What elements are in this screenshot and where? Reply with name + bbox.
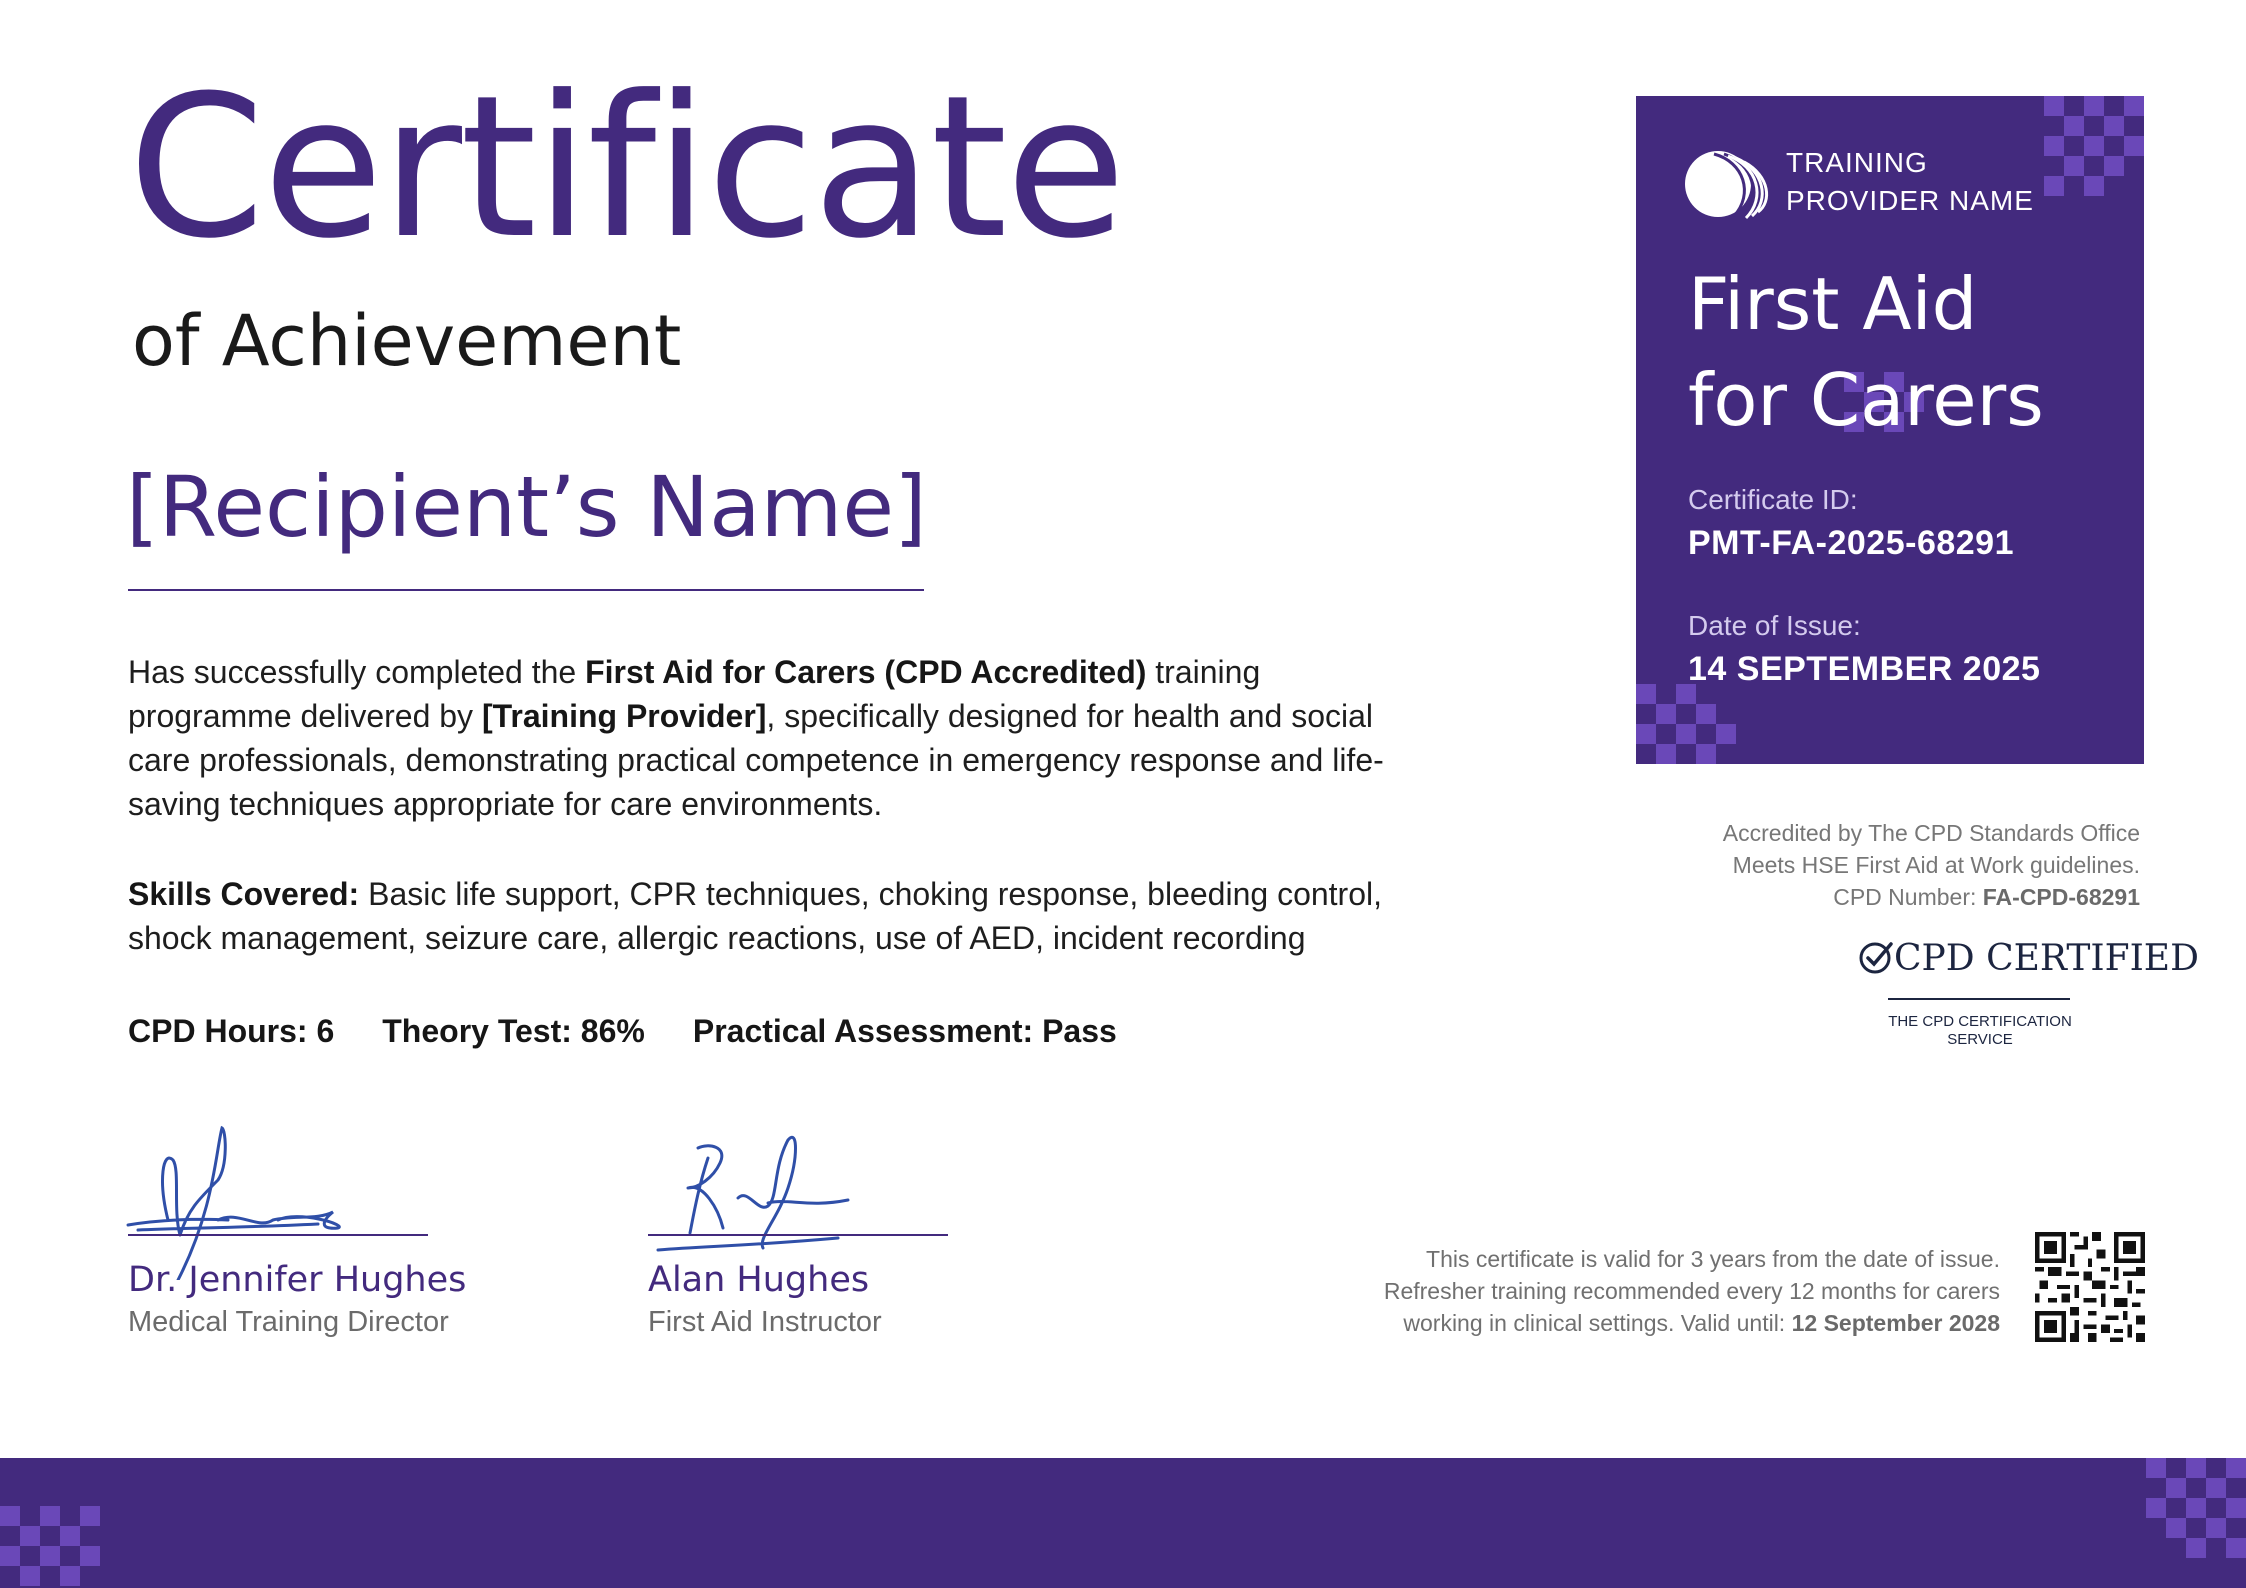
certificate-title: Certificate <box>128 54 1125 282</box>
check-circle-icon <box>1858 939 1894 984</box>
provider-placeholder: [Training Provider] <box>481 698 767 734</box>
course-name: First Aid for Carers (CPD Accredited) <box>585 654 1147 690</box>
cpd-logo-subtitle: THE CPD CERTIFICATION SERVICE <box>1888 1013 2072 1048</box>
signatory-1-name: Dr. Jennifer Hughes <box>128 1260 467 1300</box>
cpd-certified-logo: CPD CERTIFIED <box>1858 938 2199 984</box>
cpd-number: CPD Number: FA-CPD-68291 <box>1833 884 2140 910</box>
course-info-panel <box>1636 96 2144 764</box>
issue-date: 14 SEPTEMBER 2025 <box>1688 650 2041 688</box>
course-title: First Aid for Carers <box>1688 262 2044 442</box>
provider-name: TRAINING PROVIDER NAME <box>1786 147 2034 216</box>
certificate-id-label: Certificate ID: <box>1688 484 1858 515</box>
signature-1-image <box>118 1120 358 1280</box>
footer-band <box>0 1458 2246 1588</box>
recipient-underline <box>128 589 924 591</box>
provider-logo-icon <box>1684 148 1774 220</box>
accreditation-line-1: Accredited by The CPD Standards Office <box>1722 820 2140 846</box>
practical-assessment: Practical Assessment: Pass <box>692 1013 1117 1049</box>
cpd-hours: CPD Hours: 6 <box>128 1013 335 1049</box>
recipient-name: [Recipient’s Name] <box>126 458 927 556</box>
completion-statement: Has successfully completed the First Aid for Carers (CPD Accredited) training programme delivered by [Training Provider], specifically designed for health and social care professionals, demonstrating practical competence in emergency response and life-saving techniques appropriate for care environments. <box>128 654 1384 822</box>
signature-2-image <box>648 1128 888 1268</box>
issue-date-label: Date of Issue: <box>1688 610 1861 641</box>
skills-label: Skills Covered: <box>128 876 360 912</box>
skills-list: Basic life support, CPR techniques, choking response, bleeding control, shock management, seizure care, allergic reactions, use of AED, incident recording <box>128 876 1382 956</box>
assessment-stats <box>128 1013 1165 1050</box>
signatory-1-role: Medical Training Director <box>128 1306 449 1338</box>
validity-line-3: working in clinical settings. Valid until: 12 September 2028 <box>1403 1310 2000 1336</box>
skills-covered <box>128 872 1428 960</box>
signature-1-line <box>128 1234 428 1236</box>
validity-line-1: This certificate is valid for 3 years from the date of issue. <box>1426 1246 2000 1272</box>
signatory-2-role: First Aid Instructor <box>648 1306 882 1338</box>
certificate-subtitle: of Achievement <box>132 300 682 382</box>
signature-2-line <box>648 1234 948 1236</box>
validity-line-2: Refresher training recommended every 12 months for carers <box>1383 1278 2000 1304</box>
qr-code-icon <box>2035 1232 2145 1342</box>
cpd-logo-divider <box>1888 998 2070 1000</box>
accreditation-line-2: Meets HSE First Aid at Work guidelines. <box>1732 852 2140 878</box>
certificate-id: PMT-FA-2025-68291 <box>1688 524 2014 562</box>
signatory-2-name: Alan Hughes <box>648 1260 870 1300</box>
theory-test-score: Theory Test: 86% <box>382 1013 645 1049</box>
